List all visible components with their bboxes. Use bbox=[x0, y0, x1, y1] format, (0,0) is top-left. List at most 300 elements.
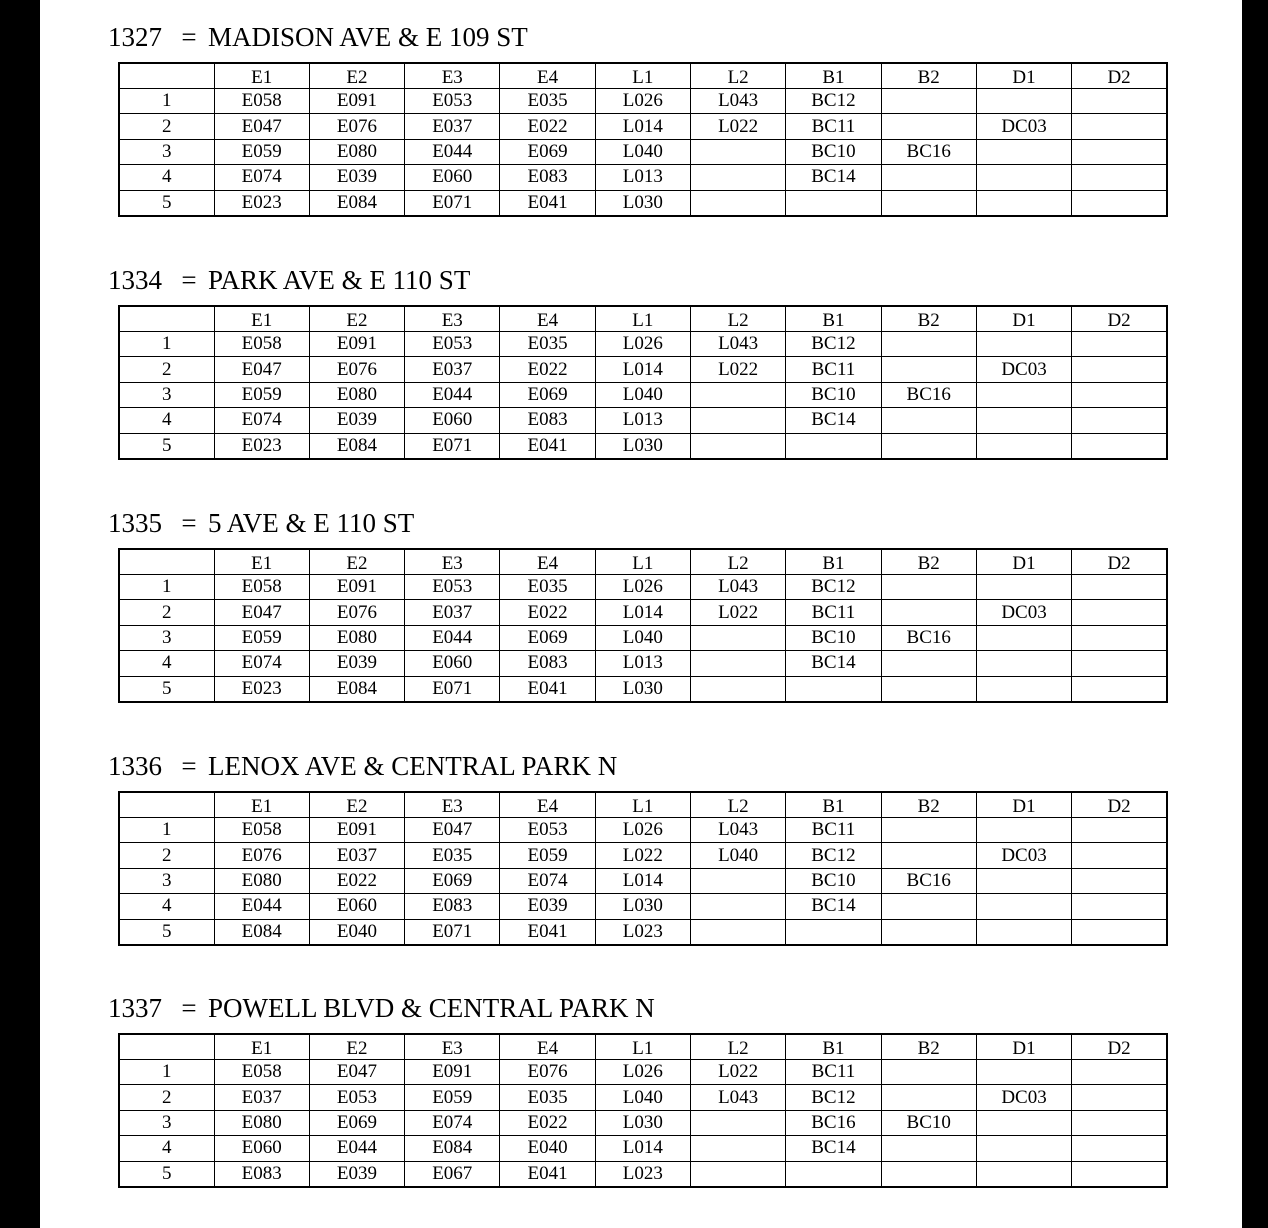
unit-cell: E035 bbox=[405, 843, 500, 868]
table-header-row bbox=[119, 549, 1167, 575]
assignment-table bbox=[118, 1033, 1168, 1188]
unit-cell bbox=[1072, 357, 1167, 382]
row-number-cell: 2 bbox=[119, 600, 214, 625]
column-header: L2 bbox=[690, 63, 785, 89]
unit-cell: BC12 bbox=[786, 1085, 881, 1110]
header-corner-cell bbox=[119, 306, 214, 332]
unit-cell: E069 bbox=[309, 1110, 404, 1135]
column-header: E4 bbox=[500, 63, 595, 89]
box-heading bbox=[108, 20, 528, 54]
unit-cell: E071 bbox=[405, 919, 500, 945]
unit-cell: L040 bbox=[595, 382, 690, 407]
unit-cell: E039 bbox=[309, 408, 404, 433]
unit-cell: E059 bbox=[214, 382, 309, 407]
unit-cell: BC14 bbox=[786, 1136, 881, 1161]
unit-cell bbox=[976, 1136, 1071, 1161]
unit-cell: E091 bbox=[309, 89, 404, 114]
unit-cell bbox=[1072, 676, 1167, 702]
unit-cell: BC10 bbox=[786, 868, 881, 893]
column-header: D2 bbox=[1072, 1034, 1167, 1060]
unit-cell bbox=[976, 332, 1071, 357]
unit-cell: E037 bbox=[214, 1085, 309, 1110]
unit-cell: BC10 bbox=[786, 382, 881, 407]
header-corner-cell bbox=[119, 792, 214, 818]
unit-cell: E059 bbox=[405, 1085, 500, 1110]
unit-cell: E080 bbox=[214, 868, 309, 893]
equals-sign: = bbox=[181, 21, 197, 52]
unit-cell bbox=[690, 433, 785, 459]
table-row bbox=[119, 382, 1167, 407]
unit-cell: E037 bbox=[405, 357, 500, 382]
table-row bbox=[119, 332, 1167, 357]
column-header: D1 bbox=[976, 1034, 1071, 1060]
equals-sign: = bbox=[181, 264, 197, 295]
unit-cell: E037 bbox=[405, 114, 500, 139]
unit-cell: L040 bbox=[690, 843, 785, 868]
column-header: D1 bbox=[976, 549, 1071, 575]
unit-cell bbox=[976, 1161, 1071, 1187]
unit-cell bbox=[690, 1136, 785, 1161]
unit-cell bbox=[690, 139, 785, 164]
unit-cell: E060 bbox=[405, 408, 500, 433]
unit-cell bbox=[881, 1136, 976, 1161]
column-header: E1 bbox=[214, 306, 309, 332]
unit-cell: E053 bbox=[405, 575, 500, 600]
unit-cell: BC10 bbox=[786, 139, 881, 164]
unit-cell: E041 bbox=[500, 433, 595, 459]
table-row bbox=[119, 433, 1167, 459]
unit-cell bbox=[1072, 843, 1167, 868]
column-header: E3 bbox=[405, 1034, 500, 1060]
unit-cell bbox=[786, 919, 881, 945]
unit-cell: E053 bbox=[405, 89, 500, 114]
unit-cell: L043 bbox=[690, 1085, 785, 1110]
unit-cell: E044 bbox=[405, 382, 500, 407]
unit-cell: DC03 bbox=[976, 114, 1071, 139]
unit-cell bbox=[1072, 818, 1167, 843]
unit-cell: E023 bbox=[214, 433, 309, 459]
unit-cell bbox=[1072, 139, 1167, 164]
column-header: D1 bbox=[976, 792, 1071, 818]
unit-cell bbox=[1072, 1110, 1167, 1135]
unit-cell: L014 bbox=[595, 868, 690, 893]
unit-cell: E023 bbox=[214, 676, 309, 702]
unit-cell bbox=[1072, 89, 1167, 114]
column-header: L1 bbox=[595, 63, 690, 89]
unit-cell: L022 bbox=[690, 357, 785, 382]
unit-cell: E076 bbox=[309, 600, 404, 625]
row-number-cell: 4 bbox=[119, 1136, 214, 1161]
unit-cell bbox=[976, 651, 1071, 676]
unit-cell bbox=[881, 894, 976, 919]
unit-cell: E080 bbox=[309, 625, 404, 650]
unit-cell: L026 bbox=[595, 332, 690, 357]
assignment-table bbox=[118, 791, 1168, 946]
unit-cell: DC03 bbox=[976, 600, 1071, 625]
unit-cell bbox=[976, 408, 1071, 433]
unit-cell: E091 bbox=[405, 1060, 500, 1085]
unit-cell bbox=[1072, 625, 1167, 650]
unit-cell bbox=[690, 919, 785, 945]
column-header: E3 bbox=[405, 549, 500, 575]
unit-cell: E022 bbox=[500, 600, 595, 625]
unit-cell: E084 bbox=[309, 676, 404, 702]
table-header-row bbox=[119, 792, 1167, 818]
unit-cell: BC11 bbox=[786, 600, 881, 625]
unit-cell: E069 bbox=[500, 625, 595, 650]
unit-cell: L014 bbox=[595, 600, 690, 625]
box-location: LENOX AVE & CENTRAL PARK N bbox=[208, 750, 618, 781]
unit-cell bbox=[881, 818, 976, 843]
unit-cell: DC03 bbox=[976, 843, 1071, 868]
column-header: E3 bbox=[405, 306, 500, 332]
unit-cell: BC12 bbox=[786, 575, 881, 600]
column-header: B2 bbox=[881, 63, 976, 89]
unit-cell: L026 bbox=[595, 89, 690, 114]
unit-cell bbox=[881, 651, 976, 676]
unit-cell: E069 bbox=[500, 382, 595, 407]
unit-cell: BC16 bbox=[881, 625, 976, 650]
unit-cell: L026 bbox=[595, 818, 690, 843]
unit-cell bbox=[976, 625, 1071, 650]
unit-cell: E041 bbox=[500, 676, 595, 702]
unit-cell: E058 bbox=[214, 332, 309, 357]
unit-cell: E035 bbox=[500, 575, 595, 600]
row-number-cell: 4 bbox=[119, 651, 214, 676]
box-heading bbox=[108, 506, 414, 540]
box-location: 5 AVE & E 110 ST bbox=[208, 507, 415, 538]
column-header: E4 bbox=[500, 1034, 595, 1060]
unit-cell: E037 bbox=[405, 600, 500, 625]
unit-cell bbox=[1072, 1136, 1167, 1161]
assignment-table bbox=[118, 62, 1168, 217]
header-corner-cell bbox=[119, 63, 214, 89]
unit-cell: BC14 bbox=[786, 165, 881, 190]
unit-cell: L043 bbox=[690, 89, 785, 114]
unit-cell: E047 bbox=[405, 818, 500, 843]
table-row bbox=[119, 651, 1167, 676]
unit-cell: E039 bbox=[500, 894, 595, 919]
unit-cell bbox=[690, 1110, 785, 1135]
unit-cell: E060 bbox=[309, 894, 404, 919]
row-number-cell: 3 bbox=[119, 139, 214, 164]
unit-cell: E083 bbox=[500, 408, 595, 433]
box-number: 1337 bbox=[108, 992, 162, 1023]
unit-cell: E058 bbox=[214, 818, 309, 843]
box-location: POWELL BLVD & CENTRAL PARK N bbox=[208, 992, 655, 1023]
unit-cell: E035 bbox=[500, 332, 595, 357]
unit-cell bbox=[1072, 919, 1167, 945]
row-number-cell: 5 bbox=[119, 1161, 214, 1187]
unit-cell: BC10 bbox=[786, 625, 881, 650]
unit-cell: BC14 bbox=[786, 408, 881, 433]
unit-cell: BC12 bbox=[786, 89, 881, 114]
unit-cell bbox=[690, 894, 785, 919]
unit-cell bbox=[881, 575, 976, 600]
unit-cell: E083 bbox=[214, 1161, 309, 1187]
row-number-cell: 4 bbox=[119, 165, 214, 190]
column-header: L2 bbox=[690, 1034, 785, 1060]
unit-cell: E076 bbox=[309, 357, 404, 382]
row-number-cell: 4 bbox=[119, 894, 214, 919]
unit-cell bbox=[881, 1161, 976, 1187]
unit-cell: BC16 bbox=[881, 382, 976, 407]
table-row bbox=[119, 89, 1167, 114]
row-number-cell: 2 bbox=[119, 114, 214, 139]
unit-cell: L022 bbox=[690, 114, 785, 139]
unit-cell bbox=[881, 332, 976, 357]
box-location: MADISON AVE & E 109 ST bbox=[208, 21, 528, 52]
table-row bbox=[119, 919, 1167, 945]
table-row bbox=[119, 139, 1167, 164]
row-number-cell: 1 bbox=[119, 332, 214, 357]
unit-cell: E022 bbox=[309, 868, 404, 893]
unit-cell: E071 bbox=[405, 433, 500, 459]
row-number-cell: 3 bbox=[119, 382, 214, 407]
unit-cell: E069 bbox=[405, 868, 500, 893]
column-header: E1 bbox=[214, 63, 309, 89]
unit-cell: BC16 bbox=[881, 868, 976, 893]
unit-cell bbox=[1072, 190, 1167, 216]
unit-cell bbox=[976, 190, 1071, 216]
column-header: D2 bbox=[1072, 63, 1167, 89]
unit-cell bbox=[976, 89, 1071, 114]
unit-cell bbox=[976, 894, 1071, 919]
unit-cell: E074 bbox=[500, 868, 595, 893]
box-number: 1335 bbox=[108, 507, 162, 538]
column-header: D2 bbox=[1072, 549, 1167, 575]
table-row bbox=[119, 357, 1167, 382]
unit-cell: BC14 bbox=[786, 894, 881, 919]
unit-cell bbox=[881, 1085, 976, 1110]
unit-cell bbox=[976, 382, 1071, 407]
table-row bbox=[119, 676, 1167, 702]
table-row bbox=[119, 818, 1167, 843]
unit-cell: E047 bbox=[214, 357, 309, 382]
unit-cell: E067 bbox=[405, 1161, 500, 1187]
unit-cell bbox=[690, 190, 785, 216]
row-number-cell: 3 bbox=[119, 625, 214, 650]
column-header: B2 bbox=[881, 1034, 976, 1060]
unit-cell: L022 bbox=[690, 1060, 785, 1085]
unit-cell: L040 bbox=[595, 625, 690, 650]
unit-cell bbox=[881, 165, 976, 190]
box-number: 1327 bbox=[108, 21, 162, 52]
unit-cell: DC03 bbox=[976, 357, 1071, 382]
row-number-cell: 2 bbox=[119, 357, 214, 382]
unit-cell: E080 bbox=[309, 382, 404, 407]
unit-cell: E058 bbox=[214, 1060, 309, 1085]
unit-cell: L023 bbox=[595, 1161, 690, 1187]
column-header: B1 bbox=[786, 1034, 881, 1060]
unit-cell bbox=[1072, 651, 1167, 676]
unit-cell: L030 bbox=[595, 894, 690, 919]
table-row bbox=[119, 408, 1167, 433]
unit-cell: E035 bbox=[500, 89, 595, 114]
unit-cell: BC11 bbox=[786, 1060, 881, 1085]
column-header: E1 bbox=[214, 1034, 309, 1060]
unit-cell: BC11 bbox=[786, 818, 881, 843]
unit-cell: L022 bbox=[595, 843, 690, 868]
unit-cell: E040 bbox=[309, 919, 404, 945]
table-row bbox=[119, 1085, 1167, 1110]
unit-cell: E053 bbox=[405, 332, 500, 357]
unit-cell bbox=[1072, 894, 1167, 919]
table-row bbox=[119, 600, 1167, 625]
column-header: E2 bbox=[309, 549, 404, 575]
unit-cell: E074 bbox=[214, 408, 309, 433]
unit-cell bbox=[881, 357, 976, 382]
unit-cell: L026 bbox=[595, 575, 690, 600]
table-header-row bbox=[119, 306, 1167, 332]
unit-cell: E044 bbox=[405, 625, 500, 650]
table-row bbox=[119, 894, 1167, 919]
unit-cell: E044 bbox=[405, 139, 500, 164]
unit-cell: L014 bbox=[595, 114, 690, 139]
box-location: PARK AVE & E 110 ST bbox=[208, 264, 471, 295]
unit-cell: E039 bbox=[309, 1161, 404, 1187]
column-header: B1 bbox=[786, 792, 881, 818]
column-header: B1 bbox=[786, 549, 881, 575]
unit-cell: E041 bbox=[500, 919, 595, 945]
unit-cell: E083 bbox=[500, 651, 595, 676]
unit-cell: E084 bbox=[309, 433, 404, 459]
row-number-cell: 5 bbox=[119, 190, 214, 216]
unit-cell bbox=[976, 868, 1071, 893]
unit-cell bbox=[1072, 332, 1167, 357]
column-header: L2 bbox=[690, 549, 785, 575]
unit-cell bbox=[786, 190, 881, 216]
table-row bbox=[119, 1060, 1167, 1085]
document-page bbox=[40, 0, 1242, 1228]
unit-cell: E060 bbox=[214, 1136, 309, 1161]
unit-cell: E074 bbox=[405, 1110, 500, 1135]
unit-cell: BC10 bbox=[881, 1110, 976, 1135]
row-number-cell: 1 bbox=[119, 89, 214, 114]
column-header: E2 bbox=[309, 306, 404, 332]
unit-cell: E059 bbox=[500, 843, 595, 868]
unit-cell: BC12 bbox=[786, 843, 881, 868]
unit-cell: E044 bbox=[214, 894, 309, 919]
unit-cell bbox=[881, 600, 976, 625]
table-row bbox=[119, 1161, 1167, 1187]
unit-cell: DC03 bbox=[976, 1085, 1071, 1110]
column-header: L2 bbox=[690, 792, 785, 818]
table-row bbox=[119, 190, 1167, 216]
column-header: E4 bbox=[500, 549, 595, 575]
unit-cell bbox=[976, 139, 1071, 164]
unit-cell bbox=[1072, 165, 1167, 190]
column-header: B2 bbox=[881, 792, 976, 818]
unit-cell bbox=[1072, 1060, 1167, 1085]
unit-cell: E069 bbox=[500, 139, 595, 164]
unit-cell bbox=[1072, 1161, 1167, 1187]
column-header: D1 bbox=[976, 63, 1071, 89]
row-number-cell: 3 bbox=[119, 868, 214, 893]
header-corner-cell bbox=[119, 549, 214, 575]
column-header: L1 bbox=[595, 1034, 690, 1060]
unit-cell: L043 bbox=[690, 818, 785, 843]
unit-cell bbox=[881, 843, 976, 868]
unit-cell bbox=[786, 676, 881, 702]
unit-cell: L040 bbox=[595, 1085, 690, 1110]
unit-cell: L030 bbox=[595, 1110, 690, 1135]
unit-cell bbox=[690, 1161, 785, 1187]
unit-cell: BC12 bbox=[786, 332, 881, 357]
column-header: E1 bbox=[214, 792, 309, 818]
unit-cell: E041 bbox=[500, 1161, 595, 1187]
unit-cell bbox=[976, 919, 1071, 945]
unit-cell: E047 bbox=[214, 600, 309, 625]
unit-cell: E084 bbox=[309, 190, 404, 216]
column-header: D1 bbox=[976, 306, 1071, 332]
unit-cell bbox=[976, 818, 1071, 843]
unit-cell: E084 bbox=[214, 919, 309, 945]
unit-cell bbox=[881, 676, 976, 702]
unit-cell bbox=[1072, 114, 1167, 139]
unit-cell bbox=[1072, 575, 1167, 600]
unit-cell: E074 bbox=[214, 165, 309, 190]
table-row bbox=[119, 165, 1167, 190]
box-number: 1334 bbox=[108, 264, 162, 295]
column-header: D2 bbox=[1072, 306, 1167, 332]
table-row bbox=[119, 1136, 1167, 1161]
unit-cell: E074 bbox=[214, 651, 309, 676]
unit-cell bbox=[1072, 408, 1167, 433]
unit-cell: BC16 bbox=[786, 1110, 881, 1135]
unit-cell: E022 bbox=[500, 114, 595, 139]
unit-cell: L043 bbox=[690, 575, 785, 600]
unit-cell: E041 bbox=[500, 190, 595, 216]
unit-cell: L014 bbox=[595, 357, 690, 382]
column-header: L1 bbox=[595, 306, 690, 332]
unit-cell: E091 bbox=[309, 575, 404, 600]
unit-cell: L014 bbox=[595, 1136, 690, 1161]
equals-sign: = bbox=[181, 750, 197, 781]
unit-cell: E080 bbox=[309, 139, 404, 164]
unit-cell: E039 bbox=[309, 651, 404, 676]
equals-sign: = bbox=[181, 992, 197, 1023]
unit-cell bbox=[690, 676, 785, 702]
unit-cell: E058 bbox=[214, 89, 309, 114]
table-row bbox=[119, 114, 1167, 139]
unit-cell: L026 bbox=[595, 1060, 690, 1085]
table-header-row bbox=[119, 63, 1167, 89]
unit-cell: L040 bbox=[595, 139, 690, 164]
row-number-cell: 1 bbox=[119, 575, 214, 600]
unit-cell: E047 bbox=[214, 114, 309, 139]
unit-cell: E035 bbox=[500, 1085, 595, 1110]
unit-cell: E071 bbox=[405, 676, 500, 702]
column-header: B2 bbox=[881, 549, 976, 575]
unit-cell bbox=[881, 919, 976, 945]
unit-cell: E060 bbox=[405, 165, 500, 190]
unit-cell bbox=[1072, 600, 1167, 625]
unit-cell bbox=[1072, 433, 1167, 459]
unit-cell: E058 bbox=[214, 575, 309, 600]
unit-cell: L030 bbox=[595, 190, 690, 216]
unit-cell: E039 bbox=[309, 165, 404, 190]
row-number-cell: 1 bbox=[119, 1060, 214, 1085]
unit-cell bbox=[1072, 1085, 1167, 1110]
unit-cell: E091 bbox=[309, 332, 404, 357]
unit-cell: BC16 bbox=[881, 139, 976, 164]
column-header: E3 bbox=[405, 63, 500, 89]
unit-cell: E047 bbox=[309, 1060, 404, 1085]
unit-cell bbox=[881, 433, 976, 459]
unit-cell bbox=[690, 625, 785, 650]
unit-cell bbox=[976, 1060, 1071, 1085]
